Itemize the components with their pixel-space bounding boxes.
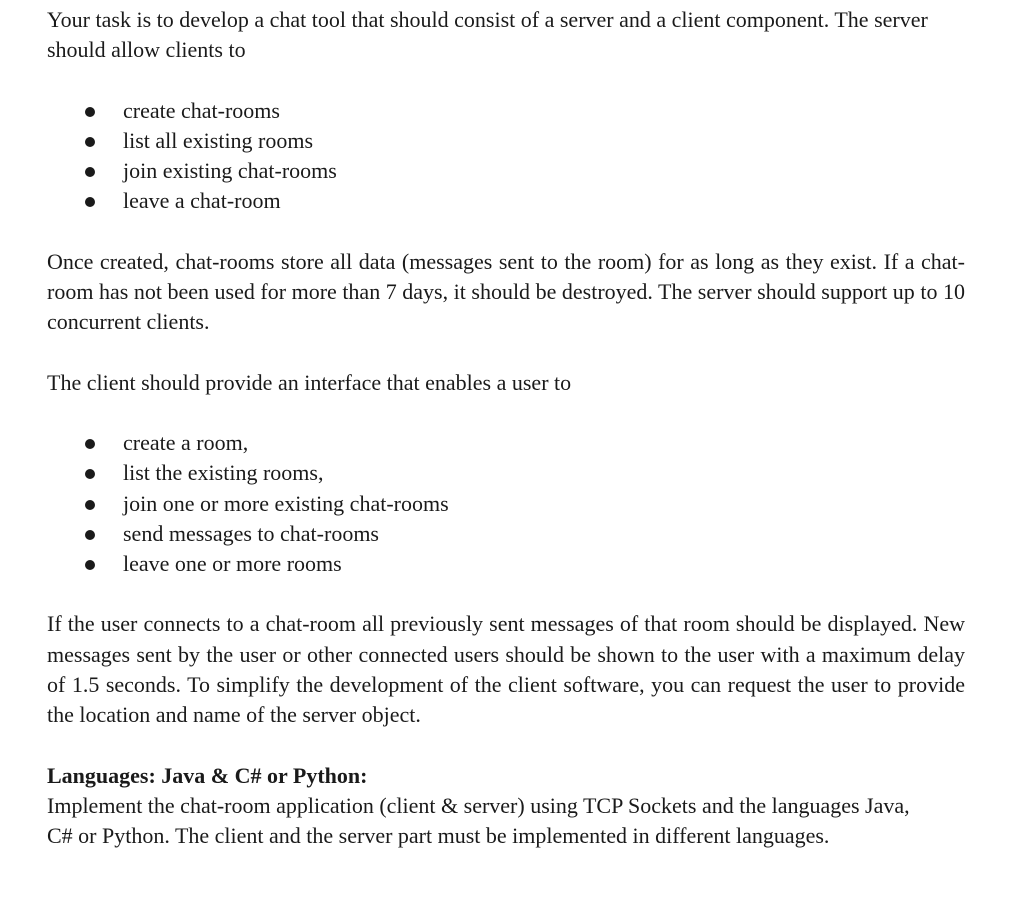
list-item: leave one or more rooms [123, 549, 965, 579]
list-item: leave a chat-room [123, 186, 965, 216]
languages-paragraph: Implement the chat-room application (client & server) using TCP Sockets and the languages Java, C# or Python. The client and the server part must be implemented in different languages. [47, 792, 910, 849]
bullet-icon [85, 560, 95, 570]
bullet-icon [85, 439, 95, 449]
bullet-icon [85, 469, 95, 479]
list-item: create a room, [123, 428, 965, 458]
bullet-icon [85, 197, 95, 207]
client-features-list [47, 428, 965, 579]
list-item: list all existing rooms [123, 126, 965, 156]
list-item: create chat-rooms [123, 96, 965, 126]
client-intro-paragraph: The client should provide an interface that enables a user to [47, 369, 572, 395]
bullet-icon [85, 167, 95, 177]
assignment-document [47, 5, 965, 852]
display-paragraph: If the user connects to a chat-room all previously sent messages of that room should be displayed. New messages sent by the user or other connected users should be shown to the user with a maximum delay of 1.5 seconds. To simplify the development of the client software, you can request the user to provide the location and name of the server object. [47, 611, 965, 728]
bullet-icon [85, 500, 95, 510]
storage-paragraph: Once created, chat-rooms store all data (messages sent to the room) for as long as they exist. If a chat-room has not been used for more than 7 days, it should be destroyed. The server should support up to 10 concurrent clients. [47, 248, 965, 335]
bullet-icon [85, 137, 95, 147]
list-item: send messages to chat-rooms [123, 519, 965, 549]
list-item: list the existing rooms, [123, 458, 965, 488]
intro-paragraph: Your task is to develop a chat tool that should consist of a server and a client component. The server should allow clients to [47, 7, 928, 63]
languages-heading: Languages: Java & C# or Python: [47, 762, 368, 788]
server-features-list [47, 96, 965, 217]
bullet-icon [85, 530, 95, 540]
bullet-icon [85, 107, 95, 117]
list-item: join existing chat-rooms [123, 156, 965, 186]
list-item: join one or more existing chat-rooms [123, 489, 965, 519]
